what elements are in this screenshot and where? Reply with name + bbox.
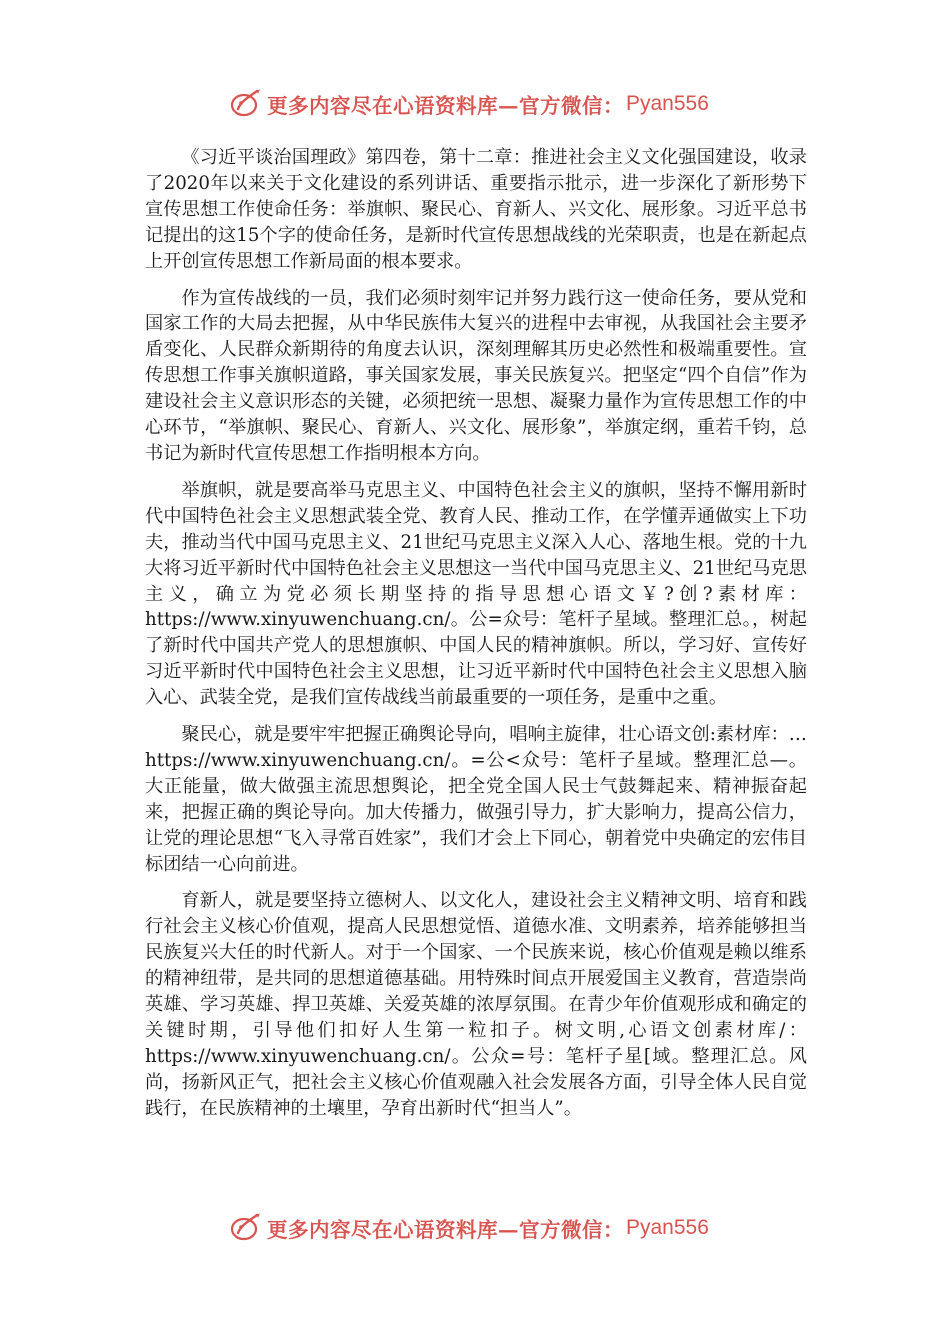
- footer-banner-text: 更多内容尽在心语资料库—官方微信：: [267, 1218, 624, 1242]
- paragraph-4: 聚民心，就是要牢牢把握正确舆论导向，唱响主旋律，壮心语文创:素材库：…https://www.xinyuwenchuang.cn/。=公<众号：笔杆子星域。整理汇总—。大正能量，做大做强主流思想舆论，把全党全国人民士气鼓舞起来、精神振奋起来，把握正确的舆论导向。加大传播力，做强引导力，扩大影响力，提高公信力，让党的理论思想“飞入寻常百姓家”，我们才会上下同心，朝着党中央确定的宏伟目标团结一心向前进。: [145, 724, 807, 875]
- paragraph-3: 举旗帜，就是要高举马克思主义、中国特色社会主义的旗帜，坚持不懈用新时代中国特色社会主义思想武装全党、教育人民、推动工作，在学懂弄通做实上下功夫，推动当代中国马克思主义、21世纪马克思主义深入人心、落地生根。党的十九大将习近平新时代中国特色社会主义思想这一当代中国马克思主义、21世纪马克思主义，确立为党必须长期坚持的指导思想心语文￥?创?素材库：https://www.xinyuwenchuang.cn/。公=众号：笔杆子星域。整理汇总。，树起了新时代中国共产党人的思想旗帜、中国人民的精神旗帜。所以，学习好、宣传好习近平新时代中国特色社会主义思想，让习近平新时代中国特色社会主义思想入脑入心、武装全党，是我们宣传战线当前最重要的一项任务，是重中之重。: [145, 479, 807, 709]
- scroll-quill-logo-icon: [229, 87, 263, 121]
- header-banner: [229, 86, 749, 122]
- footer-banner-handle: Pyan556: [626, 1216, 709, 1239]
- paragraph-2: 作为宣传战线的一员，我们必须时刻牢记并努力践行这一使命任务，要从党和国家工作的大局去把握，从中华民族伟大复兴的进程中去审视，从我国社会主要矛盾变化、人民群众新期待的角度去认识，深刻理解其历史必然性和极端重要性。宣传思想工作事关旗帜道路，事关国家发展，事关民族复兴。把坚定“四个自信”作为建设社会主义意识形态的关键，必须把统一思想、凝聚力量作为宣传思想工作的中心环节，“举旗帜、聚民心、育新人、兴文化、展形象”，举旗定纲，重若千钧，总书记为新时代宣传思想工作指明根本方向。: [145, 287, 807, 464]
- paragraph-1: 《习近平谈治国理政》第四卷，第十二章：推进社会主义文化强国建设，收录了2020年以来关于文化建设的系列讲话、重要指示批示，进一步深化了新形势下宣传思想工作使命任务：举旗帜、聚民心、育新人、兴文化、展形象。习近平总书记提出的这15个字的使命任务，是新时代宣传思想战线的光荣职责，也是在新起点上开创宣传思想工作新局面的根本要求。: [145, 147, 807, 272]
- paragraph-5: 育新人，就是要坚持立德树人、以文化人，建设社会主义精神文明、培育和践行社会主义核心价值观，提高人民思想觉悟、道德水准、文明素养，培养能够担当民族复兴大任的时代新人。对于一个国家、一个民族来说，核心价值观是赖以维系的精神纽带，是共同的思想道德基础。用特殊时间点开展爱国主义教育，营造崇尚英雄、学习英雄、捍卫英雄、关爱英雄的浓厚氛围。在青少年价值观形成和确定的关键时期，引导他们扣好人生第一粒扣子。树文明,心语文创素材库/：https://www.xinyuwenchuang.cn/。公众=号：笔杆子星[域。整理汇总。风尚，扬新风正气，把社会主义核心价值观融入社会发展各方面，引导全体人民自觉践行，在民族精神的土壤里，孕育出新时代“担当人”。: [145, 890, 807, 1119]
- scroll-quill-logo-icon: [229, 1211, 263, 1245]
- footer-banner: [229, 1210, 749, 1246]
- article-body: [145, 145, 807, 1133]
- header-banner-handle: Pyan556: [626, 92, 709, 115]
- header-banner-text: 更多内容尽在心语资料库—官方微信：: [267, 94, 624, 118]
